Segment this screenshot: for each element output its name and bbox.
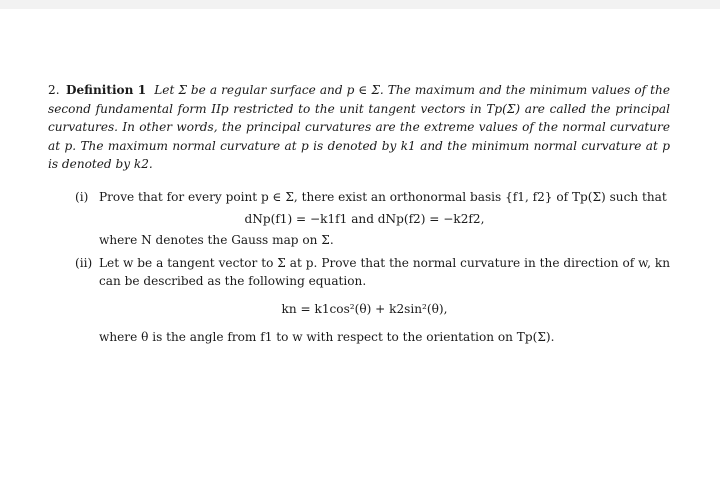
part-ii-label: (ii) — [75, 255, 93, 270]
document-body — [48, 81, 670, 346]
problem-number: 2. — [48, 83, 60, 97]
part-ii-equation: kn = k1cos²(θ) + k2sin²(θ), — [281, 301, 448, 316]
part-ii-after: where θ is the angle from f1 to w with respect to the orientation on Tp(Σ). — [99, 329, 555, 344]
part-i-equation: dNp(f1) = −k1f1 and dNp(f2) = −k2f2, — [244, 211, 485, 226]
part-ii — [75, 254, 670, 346]
part-i-intro: Prove that for every point p ∈ Σ, there exist an orthonormal basis {f1, f2} of Tp(Σ) such that — [99, 189, 667, 204]
part-i-after: where N denotes the Gauss map on Σ. — [99, 233, 334, 248]
definition-text: Let Σ be a regular surface and p ∈ Σ. The maximum and the minimum values of the second fundamental form IIp restricted to the unit tangent vectors in Tp(Σ) are called the principal curvatures. In other words, the principal curvatures are the extreme values of the normal curvature at p. The maximum normal curvature at p is denoted by k1 and the minimum normal curvature at p is denoted by k2. — [48, 83, 670, 172]
part-i — [75, 188, 670, 250]
definition-paragraph — [48, 81, 670, 174]
part-ii-intro: Let w be a tangent vector to Σ at p. Prove that the normal curvature in the direction of w, kn can be described as the following equation. — [99, 255, 670, 289]
top-bar — [0, 0, 720, 9]
definition-label: Definition 1 — [66, 83, 147, 97]
part-i-label: (i) — [75, 189, 89, 204]
